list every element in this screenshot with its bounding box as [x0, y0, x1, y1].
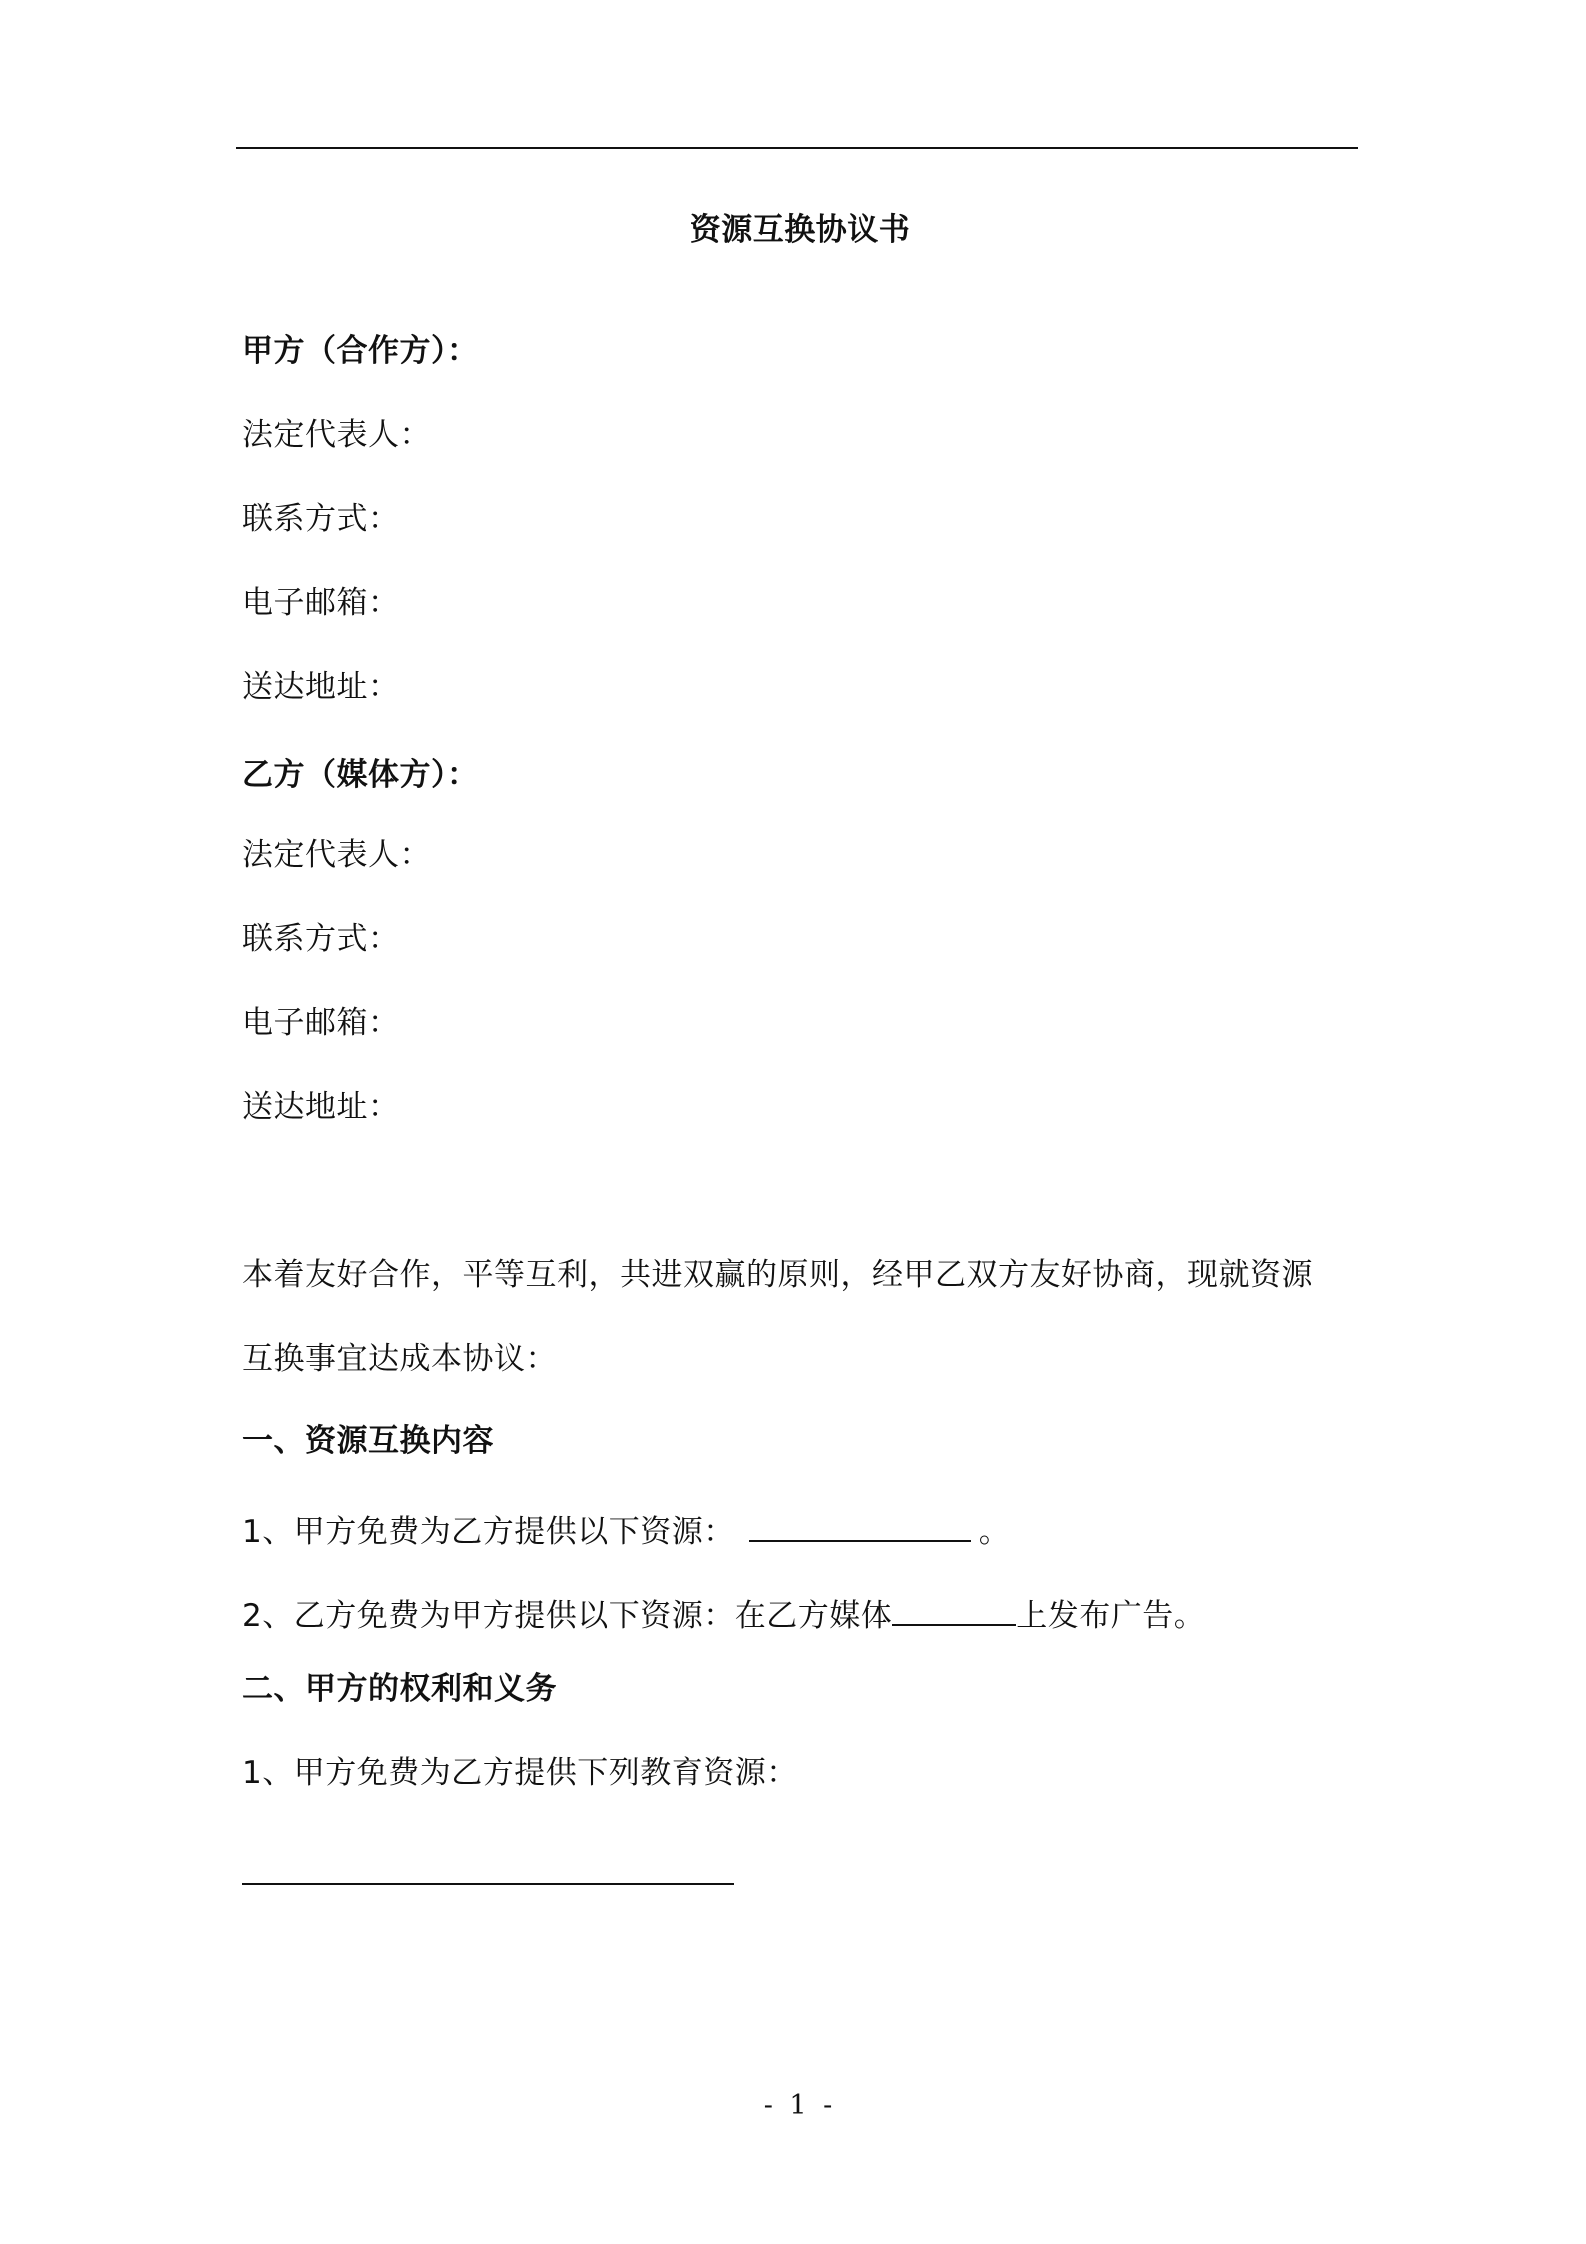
section-1-item-1-text: 1、甲方免费为乙方提供以下资源：	[242, 1514, 735, 1550]
party-a-address-label: 送达地址：	[242, 669, 400, 705]
section-2-item-1: 1、甲方免费为乙方提供下列教育资源：	[242, 1755, 798, 1791]
intro-line-1: 本着友好合作，平等互利，共进双赢的原则，经甲乙双方友好协商，现就资源	[242, 1257, 1313, 1293]
section-2-heading: 二、甲方的权利和义务	[242, 1671, 557, 1707]
media-blank-field[interactable]	[892, 1590, 1016, 1626]
section-1-item-1	[242, 1506, 1010, 1552]
resource-blank-field[interactable]	[749, 1506, 971, 1542]
document-title: 资源互换协议书	[689, 212, 911, 248]
education-resource-blank-line[interactable]	[242, 1883, 734, 1885]
party-a-contact-label: 联系方式：	[242, 501, 400, 537]
party-a-legal-representative-label: 法定代表人：	[242, 417, 431, 453]
party-a-email-label: 电子邮箱：	[242, 585, 400, 621]
page-number: - 1 -	[763, 2090, 837, 2121]
section-1-item-2	[242, 1590, 1205, 1636]
party-b-contact-label: 联系方式：	[242, 921, 400, 957]
party-b-heading: 乙方（媒体方）：	[242, 757, 479, 793]
party-a-heading: 甲方（合作方）：	[242, 333, 479, 369]
party-b-email-label: 电子邮箱：	[242, 1005, 400, 1041]
intro-line-2: 互换事宜达成本协议：	[242, 1341, 557, 1377]
party-b-legal-representative-label: 法定代表人：	[242, 837, 431, 873]
section-1-item-1-end: 。	[978, 1514, 1011, 1550]
section-1-item-2-end: 上发布广告。	[1016, 1598, 1206, 1634]
header-rule	[236, 147, 1358, 149]
party-b-address-label: 送达地址：	[242, 1089, 400, 1125]
section-1-heading: 一、资源互换内容	[242, 1423, 494, 1459]
section-1-item-2-text: 2、乙方免费为甲方提供以下资源：在乙方媒体	[242, 1598, 893, 1634]
